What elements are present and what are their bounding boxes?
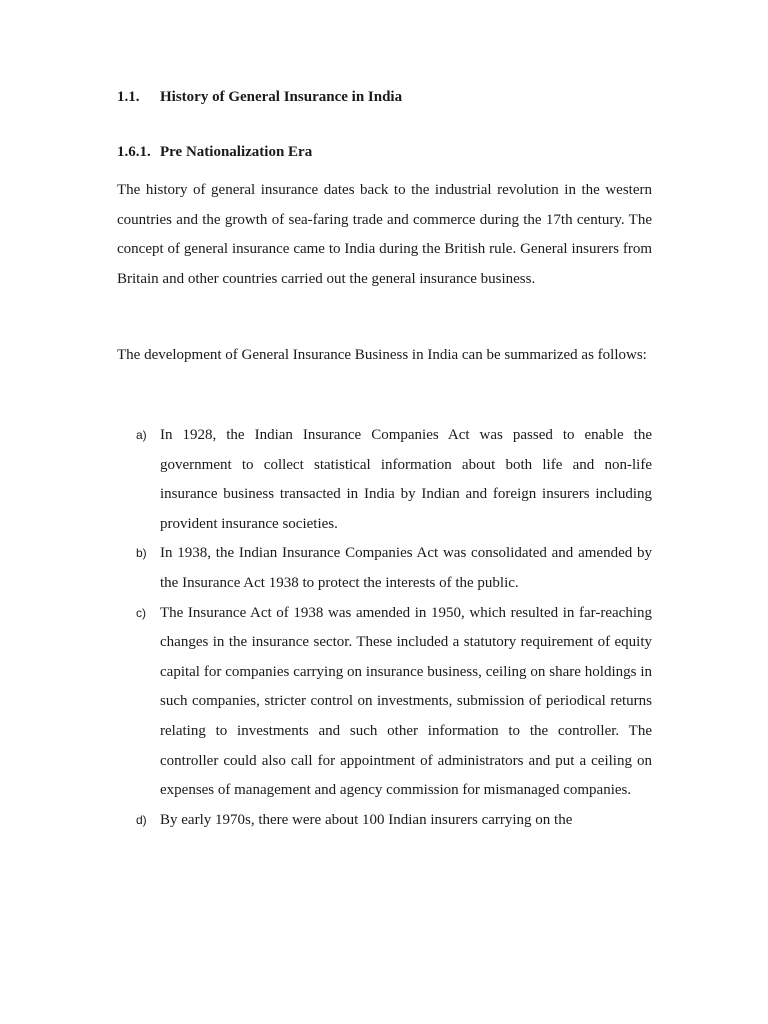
- list-item-text: In 1938, the Indian Insurance Companies Act was consolidated and amended by the Insurance Act 1938 to protect the interests of the public.: [160, 545, 652, 591]
- list-item: [117, 421, 652, 539]
- list-item-text: In 1928, the Indian Insurance Companies Act was passed to enable the government to collect statistical information about both life and non-life insurance business transacted in India by Indian and foreign insurers including provident insurance societies.: [160, 427, 652, 532]
- list-marker: c): [136, 605, 146, 620]
- list-marker: b): [136, 546, 147, 561]
- summary-paragraph: The development of General Insurance Business in India can be summarized as follows:: [117, 347, 647, 363]
- subsection-title: Pre Nationalization Era: [160, 144, 313, 160]
- section-title: History of General Insurance in India: [160, 89, 403, 105]
- list-item: [117, 806, 652, 836]
- list-item: [117, 539, 652, 598]
- list-item-text: The Insurance Act of 1938 was amended in 1950, which resulted in far-reaching changes in the insurance sector. These included a statutory requirement of equity capital for companies carrying on insurance business, ceiling on share holdings in such companies, stricter control on investments, submission of periodical returns relating to investments and such other information to the controller. The controller could also call for appointment of administrators and put a ceiling on expenses of management and agency commission for mismanaged companies.: [160, 604, 652, 799]
- subsection-number: 1.6.1.: [117, 144, 151, 160]
- section-heading: [117, 89, 402, 106]
- development-list: [117, 421, 652, 835]
- subsection-heading: [117, 144, 312, 161]
- list-item: [117, 599, 652, 806]
- list-marker: a): [136, 428, 147, 442]
- section-number: 1.1.: [117, 89, 140, 105]
- list-item-text: By early 1970s, there were about 100 Indian insurers carrying on the: [160, 811, 573, 828]
- list-marker: d): [136, 812, 147, 827]
- intro-paragraph: The history of general insurance dates back to the industrial revolution in the western countries and the growth of sea-faring trade and commerce during the 17th century. The concept of general insurance came to India during the British rule. General insurers from Britain and other countries carried out the general insurance business.: [117, 182, 652, 287]
